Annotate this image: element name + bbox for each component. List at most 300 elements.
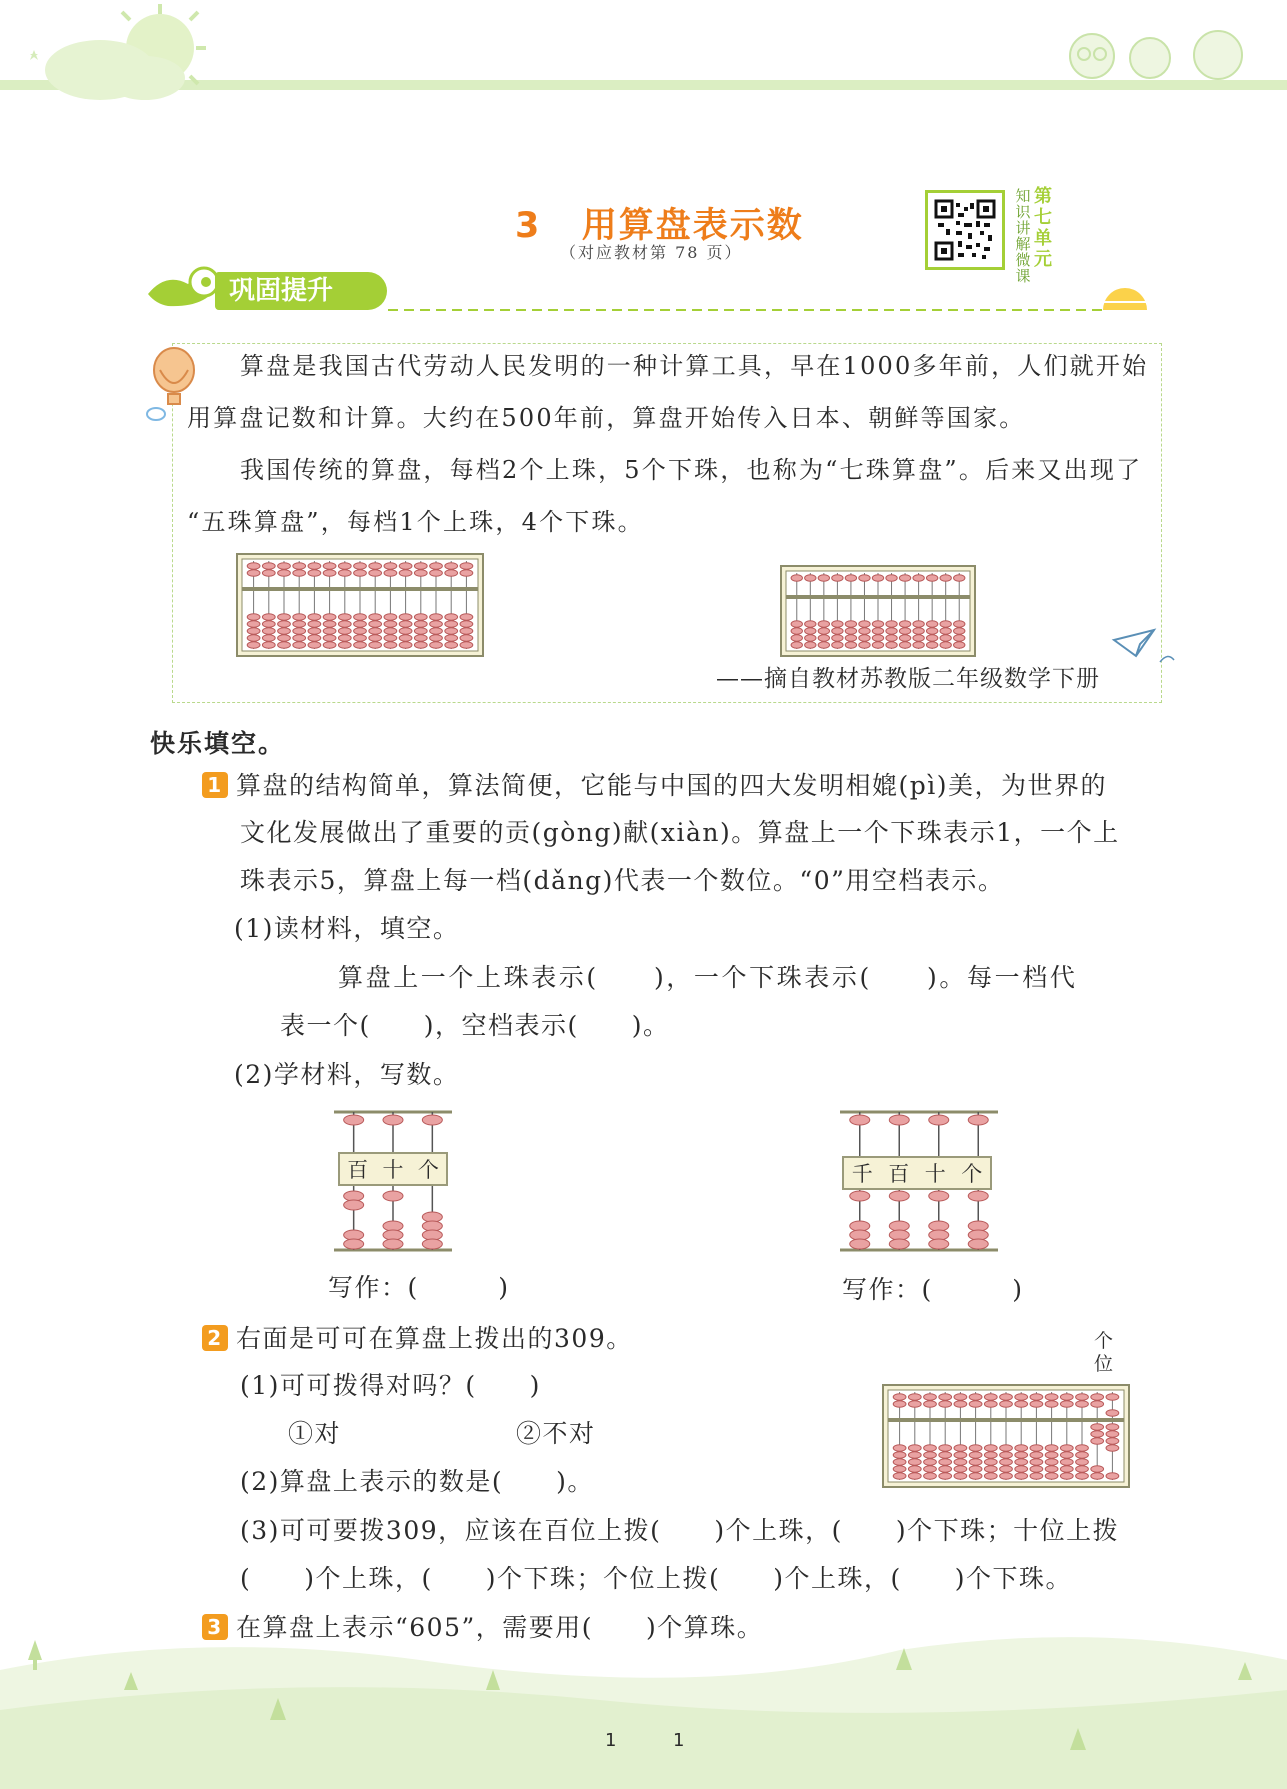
q1-number-badge: 1 [202,772,228,798]
abacus-bead [969,1466,982,1472]
abacus-bead [354,621,367,627]
abacus-bead [926,642,937,648]
abacus-bead [293,614,306,620]
abacus-bead [1030,1401,1043,1407]
abacus-bead [1060,1445,1073,1451]
abacus-bead [369,614,382,620]
abacus-bead [399,570,412,576]
abacus-bead [247,628,260,634]
abacus-bead [954,621,965,627]
abacus-bead [1076,1445,1089,1451]
page-number-left: 1 [605,1730,617,1751]
abacus-bead [832,635,843,641]
abacus-bead [850,1115,870,1125]
abacus-bead [1045,1466,1058,1472]
place-tens-label: 十 [924,1162,946,1186]
abacus-bead [430,570,443,576]
abacus-bead [293,621,306,627]
abacus-bead [939,1394,952,1400]
abacus-bead [939,1459,952,1465]
abacus-bead [805,628,816,634]
abacus-bead [872,642,883,648]
abacus-bead [984,1466,997,1472]
abacus-bead [954,1452,967,1458]
abacus-bead [845,621,856,627]
abacus-bead [913,621,924,627]
abacus-bead [308,621,321,627]
header-decoration [0,0,1287,110]
abacus-bead [422,1221,442,1231]
abacus-bead [1060,1466,1073,1472]
abacus-bead [926,621,937,627]
abacus-bead [247,642,260,648]
abacus-bead [308,642,321,648]
q2-option-1[interactable]: ①对 [288,1419,342,1448]
abacus-bead [929,1239,949,1249]
abacus-bead [984,1452,997,1458]
abacus-bead [323,642,336,648]
abacus-bead [954,1394,967,1400]
abacus-bead [1045,1394,1058,1400]
page-subtitle: （对应教材第 78 页） [560,243,743,262]
abacus-bead [323,570,336,576]
q2-sub1[interactable]: (1)可可拨得对吗？( ) [240,1371,541,1400]
abacus-bead [1030,1445,1043,1451]
q1-write-answer-1[interactable]: 写作：( ) [328,1273,510,1302]
q1-sub1-line1[interactable]: 算盘上一个上珠表示( )，一个下珠表示( )。每一档代 [338,963,1078,992]
abacus-bead [872,628,883,634]
abacus-bead [872,575,883,581]
abacus-bead [893,1452,906,1458]
abacus-bead [430,563,443,569]
abacus-bead [1076,1473,1089,1479]
abacus-bead [1106,1473,1119,1479]
abacus-bead [308,635,321,641]
abacus-bead [954,635,965,641]
ones-digit-label: 个 位 [1094,1330,1114,1375]
abacus-bead [969,1459,982,1465]
abacus-309 [882,1384,1130,1488]
abacus-bead [338,621,351,627]
abacus-bead [369,635,382,641]
abacus-bead [1106,1445,1119,1451]
abacus-bead [293,570,306,576]
abacus-bead [899,642,910,648]
abacus-bead [278,614,291,620]
abacus-bead [940,575,951,581]
abacus-bead [908,1445,921,1451]
abacus-bead [430,614,443,620]
exercise-heading: 快乐填空。 [150,729,286,758]
abacus-bead [924,1459,937,1465]
abacus-bead [344,1191,364,1201]
abacus-bead [818,575,829,581]
abacus-bead [893,1401,906,1407]
q2-option-2[interactable]: ②不对 [516,1419,596,1448]
abacus-bead [1000,1452,1013,1458]
abacus-bead [859,575,870,581]
abacus-bead [899,575,910,581]
abacus-bead [859,635,870,641]
page-number-right: 1 [673,1730,685,1751]
abacus-bead [984,1401,997,1407]
abacus-bead [344,1115,364,1125]
abacus-bead [832,628,843,634]
abacus-bead [262,614,275,620]
abacus-bead [893,1445,906,1451]
abacus-bead [384,570,397,576]
abacus-bead [859,621,870,627]
abacus-bead [969,1473,982,1479]
place-ones-label: 个 [417,1158,439,1182]
abacus-bead [872,635,883,641]
reading-para1-line1: 算盘是我国古代劳动人民发明的一种计算工具，早在1000多年前，人们就开始 [240,352,1149,380]
abacus-bead [954,575,965,581]
abacus-bead [899,628,910,634]
abacus-bead [893,1394,906,1400]
q3-line[interactable]: 3 在算盘上表示“605”，需要用( )个算珠。 [202,1614,763,1640]
q1-sub2-label: (2)学材料，写数。 [234,1060,460,1089]
abacus-bead [460,570,473,576]
abacus-bead [926,575,937,581]
abacus-bead [929,1191,949,1201]
place-ones-label: 个 [961,1162,983,1186]
abacus-bead [247,614,260,620]
abacus-bead [805,575,816,581]
q1-write-answer-2[interactable]: 写作：( ) [842,1275,1024,1304]
abacus-bead [422,1230,442,1240]
abacus-bead [1091,1473,1104,1479]
abacus-bead [323,635,336,641]
abacus-bead [383,1115,403,1125]
abacus-bead [1030,1394,1043,1400]
place-thousands-label: 千 [851,1162,873,1186]
abacus-bead [984,1473,997,1479]
abacus-bead [414,635,427,641]
abacus-bead [323,628,336,634]
abacus-bead [1000,1466,1013,1472]
abacus-bead [886,621,897,627]
abacus-bead [414,614,427,620]
abacus-bead [913,642,924,648]
abacus-bead [1076,1452,1089,1458]
abacus-bead [893,1459,906,1465]
abacus-bead [460,621,473,627]
title-text: 用算盘表示数 [581,206,804,246]
abacus-bead [939,1466,952,1472]
paper-plane-icon [1110,622,1180,668]
abacus-bead [430,642,443,648]
abacus-bead [1076,1401,1089,1407]
abacus-bead [247,621,260,627]
abacus-bead [384,628,397,634]
abacus-bead [832,621,843,627]
abacus-bead [1015,1473,1028,1479]
abacus-bead [1000,1445,1013,1451]
abacus-bead [913,575,924,581]
place-hundreds-label: 百 [347,1158,369,1182]
abacus-bead [968,1115,988,1125]
abacus-bead [369,628,382,634]
abacus-bead [908,1459,921,1465]
abacus-bead [308,628,321,634]
abacus1-place-labels [338,1152,448,1186]
abacus-bead [1015,1394,1028,1400]
abacus-bead [308,563,321,569]
abacus-bead [445,570,458,576]
animals-icon [1070,31,1242,79]
abacus-bead [859,628,870,634]
abacus-bead [445,628,458,634]
q1-sub1-line2[interactable]: 表一个( )，空档表示( )。 [280,1011,670,1040]
abacus-bead [384,635,397,641]
abacus-bead [384,614,397,620]
abacus-bead [383,1191,403,1201]
abacus-bead [278,570,291,576]
abacus-bead [262,635,275,641]
q2-sub3-line2[interactable]: ( )个上珠，( )个下珠；个位上拨( )个上珠，( )个下珠。 [240,1564,1073,1593]
abacus-bead [939,1473,952,1479]
abacus-bead [954,628,965,634]
abacus-bead [805,635,816,641]
abacus-bead [1000,1473,1013,1479]
abacus-bead [1060,1401,1073,1407]
abacus-bead [1091,1394,1104,1400]
abacus-bead [278,642,291,648]
abacus-bead [414,621,427,627]
abacus-bead [908,1401,921,1407]
abacus-bead [445,635,458,641]
abacus-bead [1076,1466,1089,1472]
q3-number-badge: 3 [202,1614,228,1640]
abacus-bead [1106,1424,1119,1430]
abacus-bead [247,570,260,576]
abacus-bead [889,1239,909,1249]
abacus-bead [430,628,443,634]
abacus-bead [969,1445,982,1451]
abacus-bead [913,635,924,641]
abacus-bead [908,1466,921,1472]
abacus-bead [323,614,336,620]
abacus-bead [278,628,291,634]
unit-label: 第 七 单 元 [1034,186,1052,270]
abacus-bead [889,1115,909,1125]
abacus-bead [926,628,937,634]
abacus-bead [1045,1445,1058,1451]
abacus-bead [940,642,951,648]
abacus-bead [805,642,816,648]
abacus-bead [1076,1459,1089,1465]
abacus-bead [354,635,367,641]
abacus-bead [1000,1394,1013,1400]
abacus-bead [1060,1394,1073,1400]
abacus-bead [984,1394,997,1400]
abacus-bead [968,1191,988,1201]
abacus-bead [354,642,367,648]
whale-icon [148,268,220,306]
abacus-bead [338,570,351,576]
abacus-bead [832,575,843,581]
abacus-bead [399,635,412,641]
abacus-bead [344,1239,364,1249]
abacus-bead [338,635,351,641]
abacus-bead [939,1445,952,1451]
abacus-bead [460,614,473,620]
abacus-bead [399,563,412,569]
abacus-bead [1000,1401,1013,1407]
abacus-bead [354,628,367,634]
abacus-bead [247,635,260,641]
abacus2-place-labels [842,1156,992,1190]
abacus-bead [845,635,856,641]
abacus-bead [323,563,336,569]
q1-sub1-label: (1)读材料，填空。 [234,914,460,943]
abacus-bead [354,570,367,576]
abacus-bead [1091,1401,1104,1407]
footer-landscape [0,1630,1287,1789]
abacus-bead [383,1239,403,1249]
abacus-bead [384,621,397,627]
abacus-bead [354,614,367,620]
abacus-bead [940,628,951,634]
abacus-bead [791,635,802,641]
abacus-bead [791,642,802,648]
abacus-bead [1045,1452,1058,1458]
abacus-bead [818,635,829,641]
abacus-bead [899,635,910,641]
abacus-bead [791,621,802,627]
place-hundreds-label: 百 [888,1162,910,1186]
abacus-bead [422,1239,442,1249]
abacus-bead [954,1445,967,1451]
abacus-bead [1030,1452,1043,1458]
abacus-bead [293,563,306,569]
abacus-bead [445,621,458,627]
abacus-bead [893,1466,906,1472]
q2-number-badge: 2 [202,1325,228,1351]
abacus-bead [924,1466,937,1472]
sun-cloud-icon [30,4,206,100]
seven-bead-abacus [236,553,484,657]
micro-lesson-label: 知 识 讲 解 微 课 [1015,187,1031,285]
abacus-bead [1060,1473,1073,1479]
abacus-bead [1106,1394,1119,1400]
abacus-bead [924,1401,937,1407]
abacus-bead [460,563,473,569]
abacus-bead [886,635,897,641]
abacus-bead [1045,1459,1058,1465]
abacus-bead [845,628,856,634]
abacus-bead [369,621,382,627]
abacus-bead [338,628,351,634]
abacus-bead [460,628,473,634]
abacus-bead [262,642,275,648]
abacus-bead [344,1200,364,1210]
abacus-bead [954,1466,967,1472]
abacus-bead [293,628,306,634]
abacus-bead [832,642,843,648]
abacus-bead [924,1452,937,1458]
abacus-bead [969,1394,982,1400]
abacus-bead [1015,1452,1028,1458]
abacus-bead [399,628,412,634]
abacus-bead [399,621,412,627]
abacus-bead [354,563,367,569]
abacus-bead [818,621,829,627]
abacus-bead [384,642,397,648]
abacus-bead [1030,1473,1043,1479]
abacus-bead [445,614,458,620]
reading-para1-line2: 用算盘记数和计算。大约在500年前，算盘开始传入日本、朝鲜等国家。 [187,404,1026,432]
abacus-bead [850,1239,870,1249]
abacus-bead [278,635,291,641]
abacus-bead [369,563,382,569]
abacus-bead [1060,1459,1073,1465]
abacus-bead [293,642,306,648]
abacus-bead [1106,1431,1119,1437]
abacus-bead [908,1473,921,1479]
reading-para2-line2: “五珠算盘”，每档1个上珠，4个下珠。 [187,508,644,536]
abacus-bead [338,614,351,620]
abacus-bead [969,1401,982,1407]
abacus-bead [1015,1401,1028,1407]
abacus-bead [445,563,458,569]
place-tens-label: 十 [382,1158,404,1182]
abacus-bead [908,1452,921,1458]
abacus-bead [886,575,897,581]
abacus-bead [414,570,427,576]
abacus-bead [1106,1410,1119,1416]
abacus-bead [845,575,856,581]
abacus-bead [969,1452,982,1458]
abacus-bead [1106,1438,1119,1444]
abacus-bead [984,1445,997,1451]
abacus-bead [460,635,473,641]
q1-line3: 珠表示5，算盘上每一档(dǎng)代表一个数位。“0”用空档表示。 [240,866,1005,895]
abacus-bead [262,621,275,627]
abacus-bead [889,1191,909,1201]
abacus-bead [1091,1438,1104,1444]
abacus-bead [460,642,473,648]
abacus-bead [1030,1459,1043,1465]
abacus-bead [984,1459,997,1465]
abacus-bead [414,628,427,634]
abacus-bead [414,642,427,648]
q2-sub3-line1[interactable]: (3)可可要拨309，应该在百位上拨( )个上珠，( )个下珠；十位上拨 [240,1516,1120,1545]
abacus-bead [954,1459,967,1465]
abacus-bead [430,635,443,641]
abacus-bead [262,628,275,634]
abacus-bead [445,642,458,648]
abacus-bead [1015,1459,1028,1465]
section-title: 巩固提升 [215,272,387,310]
abacus-bead [899,621,910,627]
abacus-bead [422,1212,442,1222]
abacus-bead [850,1191,870,1201]
q1-line2: 文化发展做出了重要的贡(gòng)献(xiàn)。算盘上一个下珠表示1，一个上 [240,818,1120,847]
five-bead-abacus [780,565,976,657]
abacus-bead [940,621,951,627]
abacus-bead [338,563,351,569]
abacus-bead [399,614,412,620]
abacus-bead [1030,1466,1043,1472]
abacus-bead [1015,1466,1028,1472]
abacus-bead [791,628,802,634]
abacus-bead [908,1394,921,1400]
abacus-bead [954,1401,967,1407]
abacus-bead [845,642,856,648]
q2-sub2[interactable]: (2)算盘上表示的数是( )。 [240,1467,594,1496]
